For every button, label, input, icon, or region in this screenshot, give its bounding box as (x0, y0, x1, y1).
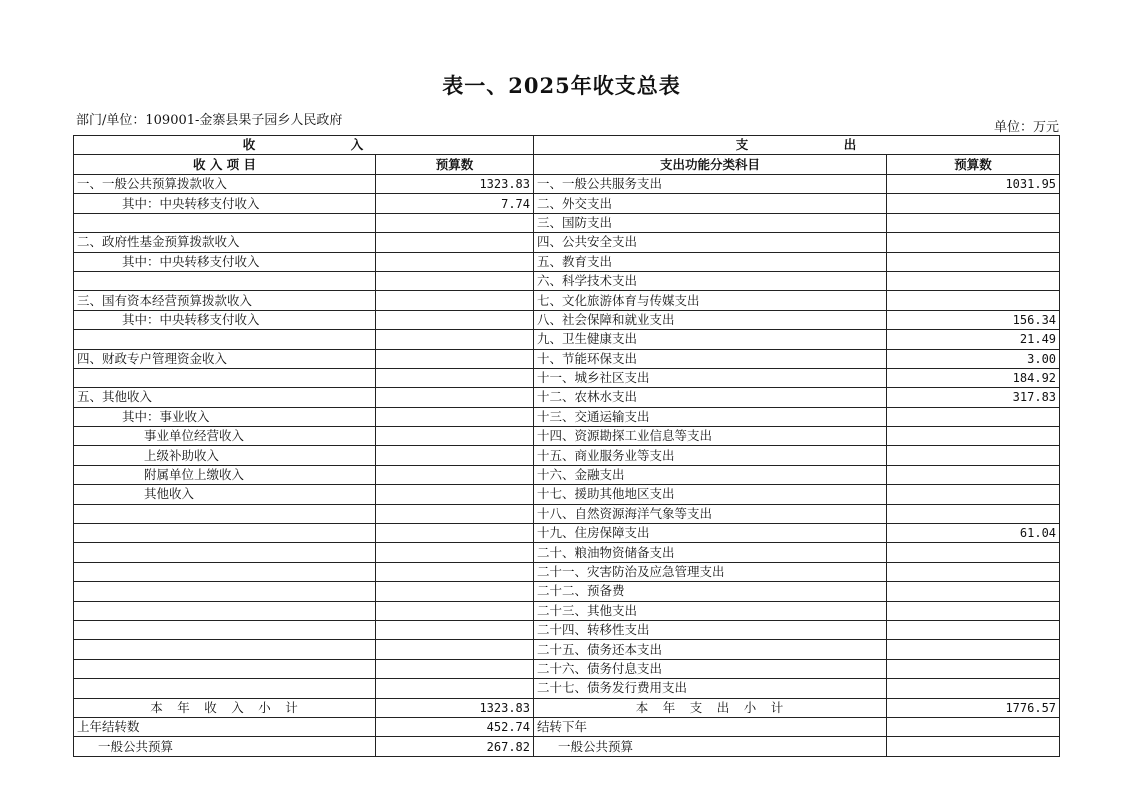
table-row (74, 310, 1060, 329)
income-item-cell: 上级补助收入 (74, 446, 376, 465)
table-row (74, 194, 1060, 213)
table-row (74, 330, 1060, 349)
table-row (74, 582, 1060, 601)
income-item-cell: 事业单位经营收入 (74, 427, 376, 446)
income-item-cell (74, 368, 376, 387)
income-budget-cell (376, 271, 534, 290)
expense-budget-cell (887, 233, 1060, 252)
income-item-cell (74, 620, 376, 639)
income-subtotal-value: 1323.83 (376, 698, 534, 717)
expense-budget-cell: 317.83 (887, 388, 1060, 407)
expense-item-cell: 十四、资源勘探工业信息等支出 (534, 427, 887, 446)
income-subtotal-label: 本 年 收 入 小 计 (74, 698, 376, 717)
table-row (74, 213, 1060, 232)
carry-income-label: 一般公共预算 (74, 737, 376, 756)
income-budget-cell (376, 233, 534, 252)
department-label: 部门/单位：109001-金寨县果子园乡人民政府 (76, 113, 343, 128)
table-row (74, 485, 1060, 504)
income-budget-cell: 7.74 (376, 194, 534, 213)
carry-expense-value (887, 717, 1060, 736)
table-row (74, 407, 1060, 426)
expense-budget-cell (887, 562, 1060, 581)
expense-budget-cell: 184.92 (887, 368, 1060, 387)
table-row (74, 446, 1060, 465)
income-budget-cell (376, 330, 534, 349)
table-row (74, 427, 1060, 446)
expense-item-cell: 二十、粮油物资储备支出 (534, 543, 887, 562)
income-header: 收 入 (74, 136, 534, 155)
expense-budget-cell (887, 407, 1060, 426)
carry-income-value: 267.82 (376, 737, 534, 756)
expense-subtotal-label: 本 年 支 出 小 计 (534, 698, 887, 717)
header-row-2 (74, 155, 1060, 175)
unit-label: 单位：万元 (993, 120, 1059, 135)
income-budget-cell (376, 407, 534, 426)
income-budget-cell (376, 368, 534, 387)
expense-budget-cell (887, 485, 1060, 504)
income-budget-cell (376, 465, 534, 484)
expense-budget-cell (887, 640, 1060, 659)
income-budget-cell (376, 485, 534, 504)
table-row (74, 368, 1060, 387)
page-title: 表一、2025年收支总表 (442, 73, 681, 98)
expense-item-cell: 六、科学技术支出 (534, 271, 887, 290)
income-budget-header: 预算数 (376, 155, 534, 175)
income-budget-cell (376, 659, 534, 678)
income-item-cell (74, 601, 376, 620)
expense-budget-cell (887, 582, 1060, 601)
carry-expense-label: 结转下年 (534, 717, 887, 736)
table-row (74, 601, 1060, 620)
expense-item-cell: 八、社会保障和就业支出 (534, 310, 887, 329)
expense-item-cell: 七、文化旅游体育与传媒支出 (534, 291, 887, 310)
income-budget-cell (376, 388, 534, 407)
table-row (74, 175, 1060, 194)
expense-item-cell: 四、公共安全支出 (534, 233, 887, 252)
expense-budget-cell (887, 252, 1060, 271)
expense-item-cell: 二十二、预备费 (534, 582, 887, 601)
income-budget-cell (376, 601, 534, 620)
income-item-cell (74, 582, 376, 601)
income-item-cell: 四、财政专户管理资金收入 (74, 349, 376, 368)
expense-item-cell: 二十一、灾害防治及应急管理支出 (534, 562, 887, 581)
expense-budget-cell (887, 213, 1060, 232)
income-item-cell (74, 640, 376, 659)
income-budget-cell (376, 349, 534, 368)
income-item-cell: 其他收入 (74, 485, 376, 504)
income-budget-cell (376, 446, 534, 465)
expense-item-cell: 二十七、债务发行费用支出 (534, 679, 887, 698)
carry-row (74, 737, 1060, 756)
expense-budget-cell: 21.49 (887, 330, 1060, 349)
table-row (74, 271, 1060, 290)
income-budget-cell (376, 679, 534, 698)
expense-item-cell: 十五、商业服务业等支出 (534, 446, 887, 465)
income-item-cell (74, 524, 376, 543)
expense-budget-cell (887, 271, 1060, 290)
income-item-cell: 其中：中央转移支付收入 (74, 194, 376, 213)
table-row (74, 388, 1060, 407)
expense-item-cell: 十七、援助其他地区支出 (534, 485, 887, 504)
income-item-cell: 其中：中央转移支付收入 (74, 310, 376, 329)
table-row (74, 679, 1060, 698)
expense-budget-cell (887, 679, 1060, 698)
income-item-cell (74, 659, 376, 678)
income-item-cell (74, 271, 376, 290)
expense-item-cell: 二十四、转移性支出 (534, 620, 887, 639)
budget-table (73, 135, 1060, 757)
table-row (74, 233, 1060, 252)
expense-item-cell: 十六、金融支出 (534, 465, 887, 484)
expense-budget-cell (887, 291, 1060, 310)
table-row (74, 620, 1060, 639)
income-budget-cell (376, 310, 534, 329)
expense-budget-cell (887, 659, 1060, 678)
income-item-cell: 三、国有资本经营预算拨款收入 (74, 291, 376, 310)
income-item-cell: 五、其他收入 (74, 388, 376, 407)
expense-budget-cell (887, 601, 1060, 620)
expense-item-cell: 二、外交支出 (534, 194, 887, 213)
income-item-cell (74, 213, 376, 232)
carry-expense-value (887, 737, 1060, 756)
income-item-cell (74, 562, 376, 581)
expense-budget-cell: 156.34 (887, 310, 1060, 329)
table-row (74, 659, 1060, 678)
header-row-1 (74, 136, 1060, 155)
expense-item-header: 支出功能分类科目 (534, 155, 887, 175)
expense-budget-cell (887, 465, 1060, 484)
expense-budget-cell: 1031.95 (887, 175, 1060, 194)
expense-budget-cell: 3.00 (887, 349, 1060, 368)
income-item-cell (74, 679, 376, 698)
income-item-cell: 附属单位上缴收入 (74, 465, 376, 484)
expense-budget-cell (887, 194, 1060, 213)
income-item-cell: 二、政府性基金预算拨款收入 (74, 233, 376, 252)
expense-item-cell: 三、国防支出 (534, 213, 887, 232)
income-budget-cell (376, 504, 534, 523)
table-row (74, 543, 1060, 562)
expense-item-cell: 九、卫生健康支出 (534, 330, 887, 349)
table-row (74, 349, 1060, 368)
income-item-cell (74, 543, 376, 562)
income-item-cell (74, 330, 376, 349)
expense-item-cell: 一、一般公共服务支出 (534, 175, 887, 194)
expense-budget-cell (887, 543, 1060, 562)
income-budget-cell (376, 427, 534, 446)
table-row (74, 252, 1060, 271)
income-item-cell: 其中：事业收入 (74, 407, 376, 426)
expense-budget-cell (887, 446, 1060, 465)
expense-budget-cell (887, 504, 1060, 523)
carry-row (74, 717, 1060, 736)
expense-item-cell: 二十三、其他支出 (534, 601, 887, 620)
expense-budget-cell: 61.04 (887, 524, 1060, 543)
expense-item-cell: 十二、农林水支出 (534, 388, 887, 407)
expense-item-cell: 二十五、债务还本支出 (534, 640, 887, 659)
expense-item-cell: 十九、住房保障支出 (534, 524, 887, 543)
expense-header: 支 出 (534, 136, 1060, 155)
subtotal-row (74, 698, 1060, 717)
income-budget-cell (376, 582, 534, 601)
table-row (74, 465, 1060, 484)
income-item-cell: 一、一般公共预算拨款收入 (74, 175, 376, 194)
carry-income-value: 452.74 (376, 717, 534, 736)
carry-expense-label: 一般公共预算 (534, 737, 887, 756)
income-budget-cell (376, 543, 534, 562)
expense-item-cell: 十三、交通运输支出 (534, 407, 887, 426)
income-budget-cell (376, 213, 534, 232)
table-row (74, 524, 1060, 543)
income-budget-cell (376, 291, 534, 310)
expense-budget-header: 预算数 (887, 155, 1060, 175)
income-item-cell: 其中：中央转移支付收入 (74, 252, 376, 271)
expense-budget-cell (887, 620, 1060, 639)
expense-item-cell: 五、教育支出 (534, 252, 887, 271)
income-budget-cell (376, 252, 534, 271)
income-budget-cell (376, 640, 534, 659)
income-budget-cell (376, 524, 534, 543)
expense-item-cell: 十八、自然资源海洋气象等支出 (534, 504, 887, 523)
table-row (74, 504, 1060, 523)
income-budget-cell (376, 562, 534, 581)
expense-item-cell: 二十六、债务付息支出 (534, 659, 887, 678)
expense-subtotal-value: 1776.57 (887, 698, 1060, 717)
income-budget-cell: 1323.83 (376, 175, 534, 194)
income-item-cell (74, 504, 376, 523)
expense-item-cell: 十、节能环保支出 (534, 349, 887, 368)
income-budget-cell (376, 620, 534, 639)
income-item-header: 收 入 项 目 (74, 155, 376, 175)
table-row (74, 640, 1060, 659)
expense-budget-cell (887, 427, 1060, 446)
carry-income-label: 上年结转数 (74, 717, 376, 736)
expense-item-cell: 十一、城乡社区支出 (534, 368, 887, 387)
table-row (74, 291, 1060, 310)
table-row (74, 562, 1060, 581)
